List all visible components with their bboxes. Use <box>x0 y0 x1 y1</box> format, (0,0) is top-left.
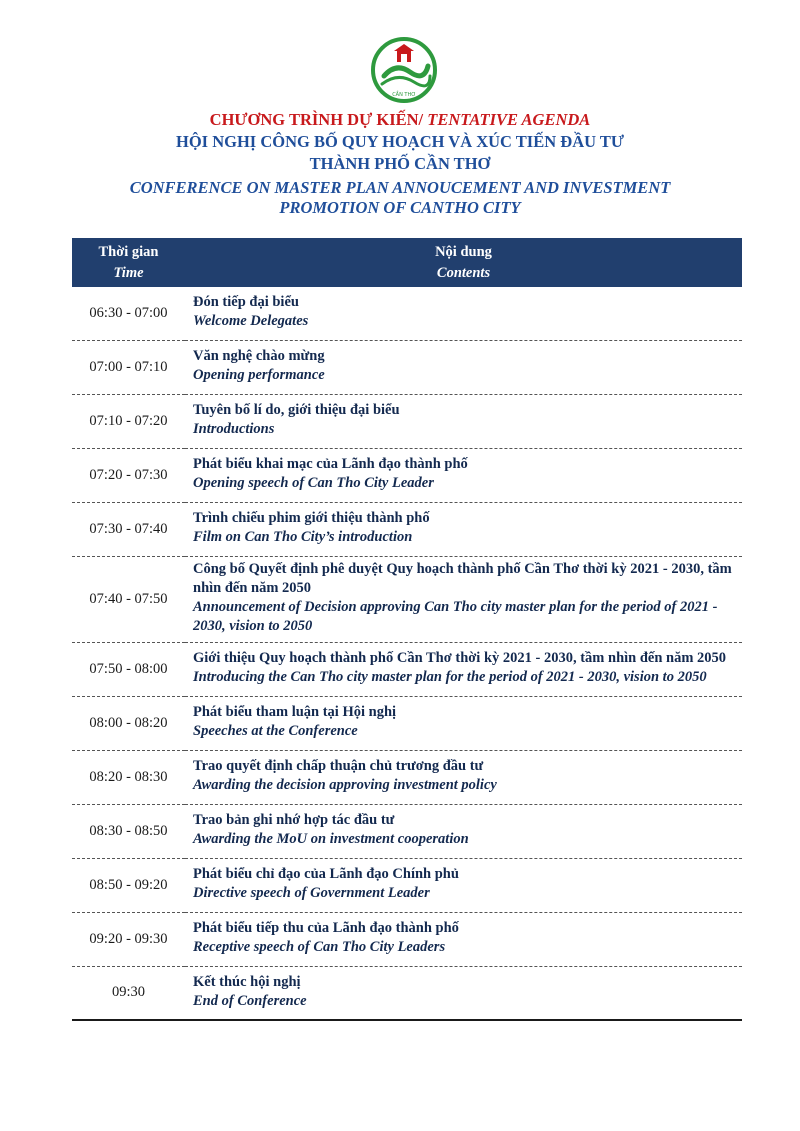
agenda-content <box>185 556 742 642</box>
agenda-item-vi: Phát biểu khai mạc của Lãnh đạo thành phố <box>193 456 468 472</box>
table-row <box>72 394 742 448</box>
agenda-content <box>185 858 742 912</box>
agenda-content <box>185 804 742 858</box>
agenda-content <box>185 642 742 696</box>
agenda-item-en: Film on Can Tho City’s introduction <box>193 529 413 545</box>
agenda-time: 08:20 - 08:30 <box>72 750 185 804</box>
table-row <box>72 556 742 642</box>
table-row <box>72 502 742 556</box>
agenda-item-vi: Trình chiếu phim giới thiệu thành phố <box>193 510 430 526</box>
agenda-time: 09:20 - 09:30 <box>72 912 185 966</box>
agenda-time: 08:30 - 08:50 <box>72 804 185 858</box>
agenda-time: 07:50 - 08:00 <box>72 642 185 696</box>
table-row <box>72 750 742 804</box>
agenda-item-vi: Trao quyết định chấp thuận chủ trương đầu tư <box>193 758 484 774</box>
table-row <box>72 340 742 394</box>
agenda-item-en: Introducing the Can Tho city master plan for the period of 2021 - 2030, vision to 2050 <box>193 669 707 685</box>
agenda-content <box>185 340 742 394</box>
agenda-content <box>185 394 742 448</box>
svg-text:CẦN THƠ: CẦN THƠ <box>392 92 416 98</box>
agenda-time: 07:00 - 07:10 <box>72 340 185 394</box>
agenda-item-en: Speeches at the Conference <box>193 723 358 739</box>
conference-title-vi-2: THÀNH PHỐ CẦN THƠ <box>309 154 491 173</box>
agenda-content <box>185 696 742 750</box>
agenda-item-vi: Tuyên bố lí do, giới thiệu đại biểu <box>193 402 400 418</box>
table-header-row <box>72 238 742 287</box>
title-block <box>0 109 800 218</box>
table-row <box>72 642 742 696</box>
agenda-item-en: Directive speech of Government Leader <box>193 885 430 901</box>
agenda-content <box>185 966 742 1020</box>
agenda-item-en: Opening performance <box>193 367 325 383</box>
agenda-item-vi: Phát biểu chỉ đạo của Lãnh đạo Chính phủ <box>193 866 459 882</box>
agenda-item-vi: Trao bản ghi nhớ hợp tác đầu tư <box>193 812 395 828</box>
agenda-item-vi: Phát biểu tiếp thu của Lãnh đạo thành phố <box>193 920 459 936</box>
agenda-item-vi: Văn nghệ chào mừng <box>193 348 325 364</box>
agenda-content <box>185 502 742 556</box>
conference-title-en-1: CONFERENCE ON MASTER PLAN ANNOUCEMENT AND INVESTMENT <box>129 178 671 197</box>
table-row <box>72 858 742 912</box>
conference-title-en-2: PROMOTION OF CANTHO CITY <box>279 198 521 217</box>
content-column-header: Nội dung Contents <box>185 238 742 287</box>
table-row <box>72 287 742 340</box>
agenda-item-en: Awarding the MoU on investment cooperation <box>193 831 469 847</box>
agenda-time: 07:20 - 07:30 <box>72 448 185 502</box>
agenda-item-en: Awarding the decision approving investment policy <box>193 777 497 793</box>
table-row <box>72 448 742 502</box>
agenda-time: 09:30 <box>72 966 185 1020</box>
agenda-item-vi: Phát biểu tham luận tại Hội nghị <box>193 704 397 720</box>
agenda-item-en: Introductions <box>193 421 275 437</box>
agenda-item-vi: Giới thiệu Quy hoạch thành phố Cần Thơ thời kỳ 2021 - 2030, tầm nhìn đến năm 2050 <box>193 650 727 666</box>
agenda-content <box>185 912 742 966</box>
table-row <box>72 966 742 1020</box>
can-tho-city-logo <box>370 36 438 104</box>
agenda-rows <box>72 287 742 1020</box>
agenda-time: 07:30 - 07:40 <box>72 502 185 556</box>
table-row <box>72 912 742 966</box>
agenda-item-en: End of Conference <box>193 992 307 1009</box>
agenda-time: 08:00 - 08:20 <box>72 696 185 750</box>
table-row <box>72 804 742 858</box>
agenda-title: CHƯƠNG TRÌNH DỰ KIẾN/ TENTATIVE AGENDA <box>209 110 591 129</box>
agenda-content <box>185 750 742 804</box>
agenda-item-vi: Đón tiếp đại biểu <box>193 294 299 311</box>
agenda-time: 07:40 - 07:50 <box>72 556 185 642</box>
conference-title-vi-1: HỘI NGHỊ CÔNG BỐ QUY HOẠCH VÀ XÚC TIẾN ĐẦU TƯ <box>176 132 624 151</box>
time-column-header: Thời gian Time <box>72 238 185 287</box>
agenda-table <box>72 238 742 1021</box>
agenda-content <box>185 287 742 340</box>
agenda-content <box>185 448 742 502</box>
agenda-item-en: Opening speech of Can Tho City Leader <box>193 475 434 491</box>
agenda-item-vi: Kết thúc hội nghị <box>193 973 301 990</box>
agenda-item-en: Welcome Delegates <box>193 313 309 330</box>
agenda-time: 08:50 - 09:20 <box>72 858 185 912</box>
agenda-item-en: Receptive speech of Can Tho City Leaders <box>193 939 446 955</box>
agenda-time: 07:10 - 07:20 <box>72 394 185 448</box>
agenda-item-vi: Công bố Quyết định phê duyệt Quy hoạch thành phố Cần Thơ thời kỳ 2021 - 2030, tầm nhìn đến năm 2050 <box>193 561 732 596</box>
agenda-item-en: Announcement of Decision approving Can Tho city master plan for the period of 2021 - 2030, vision to 2050 <box>193 599 718 634</box>
table-row <box>72 696 742 750</box>
agenda-time: 06:30 - 07:00 <box>72 287 185 340</box>
